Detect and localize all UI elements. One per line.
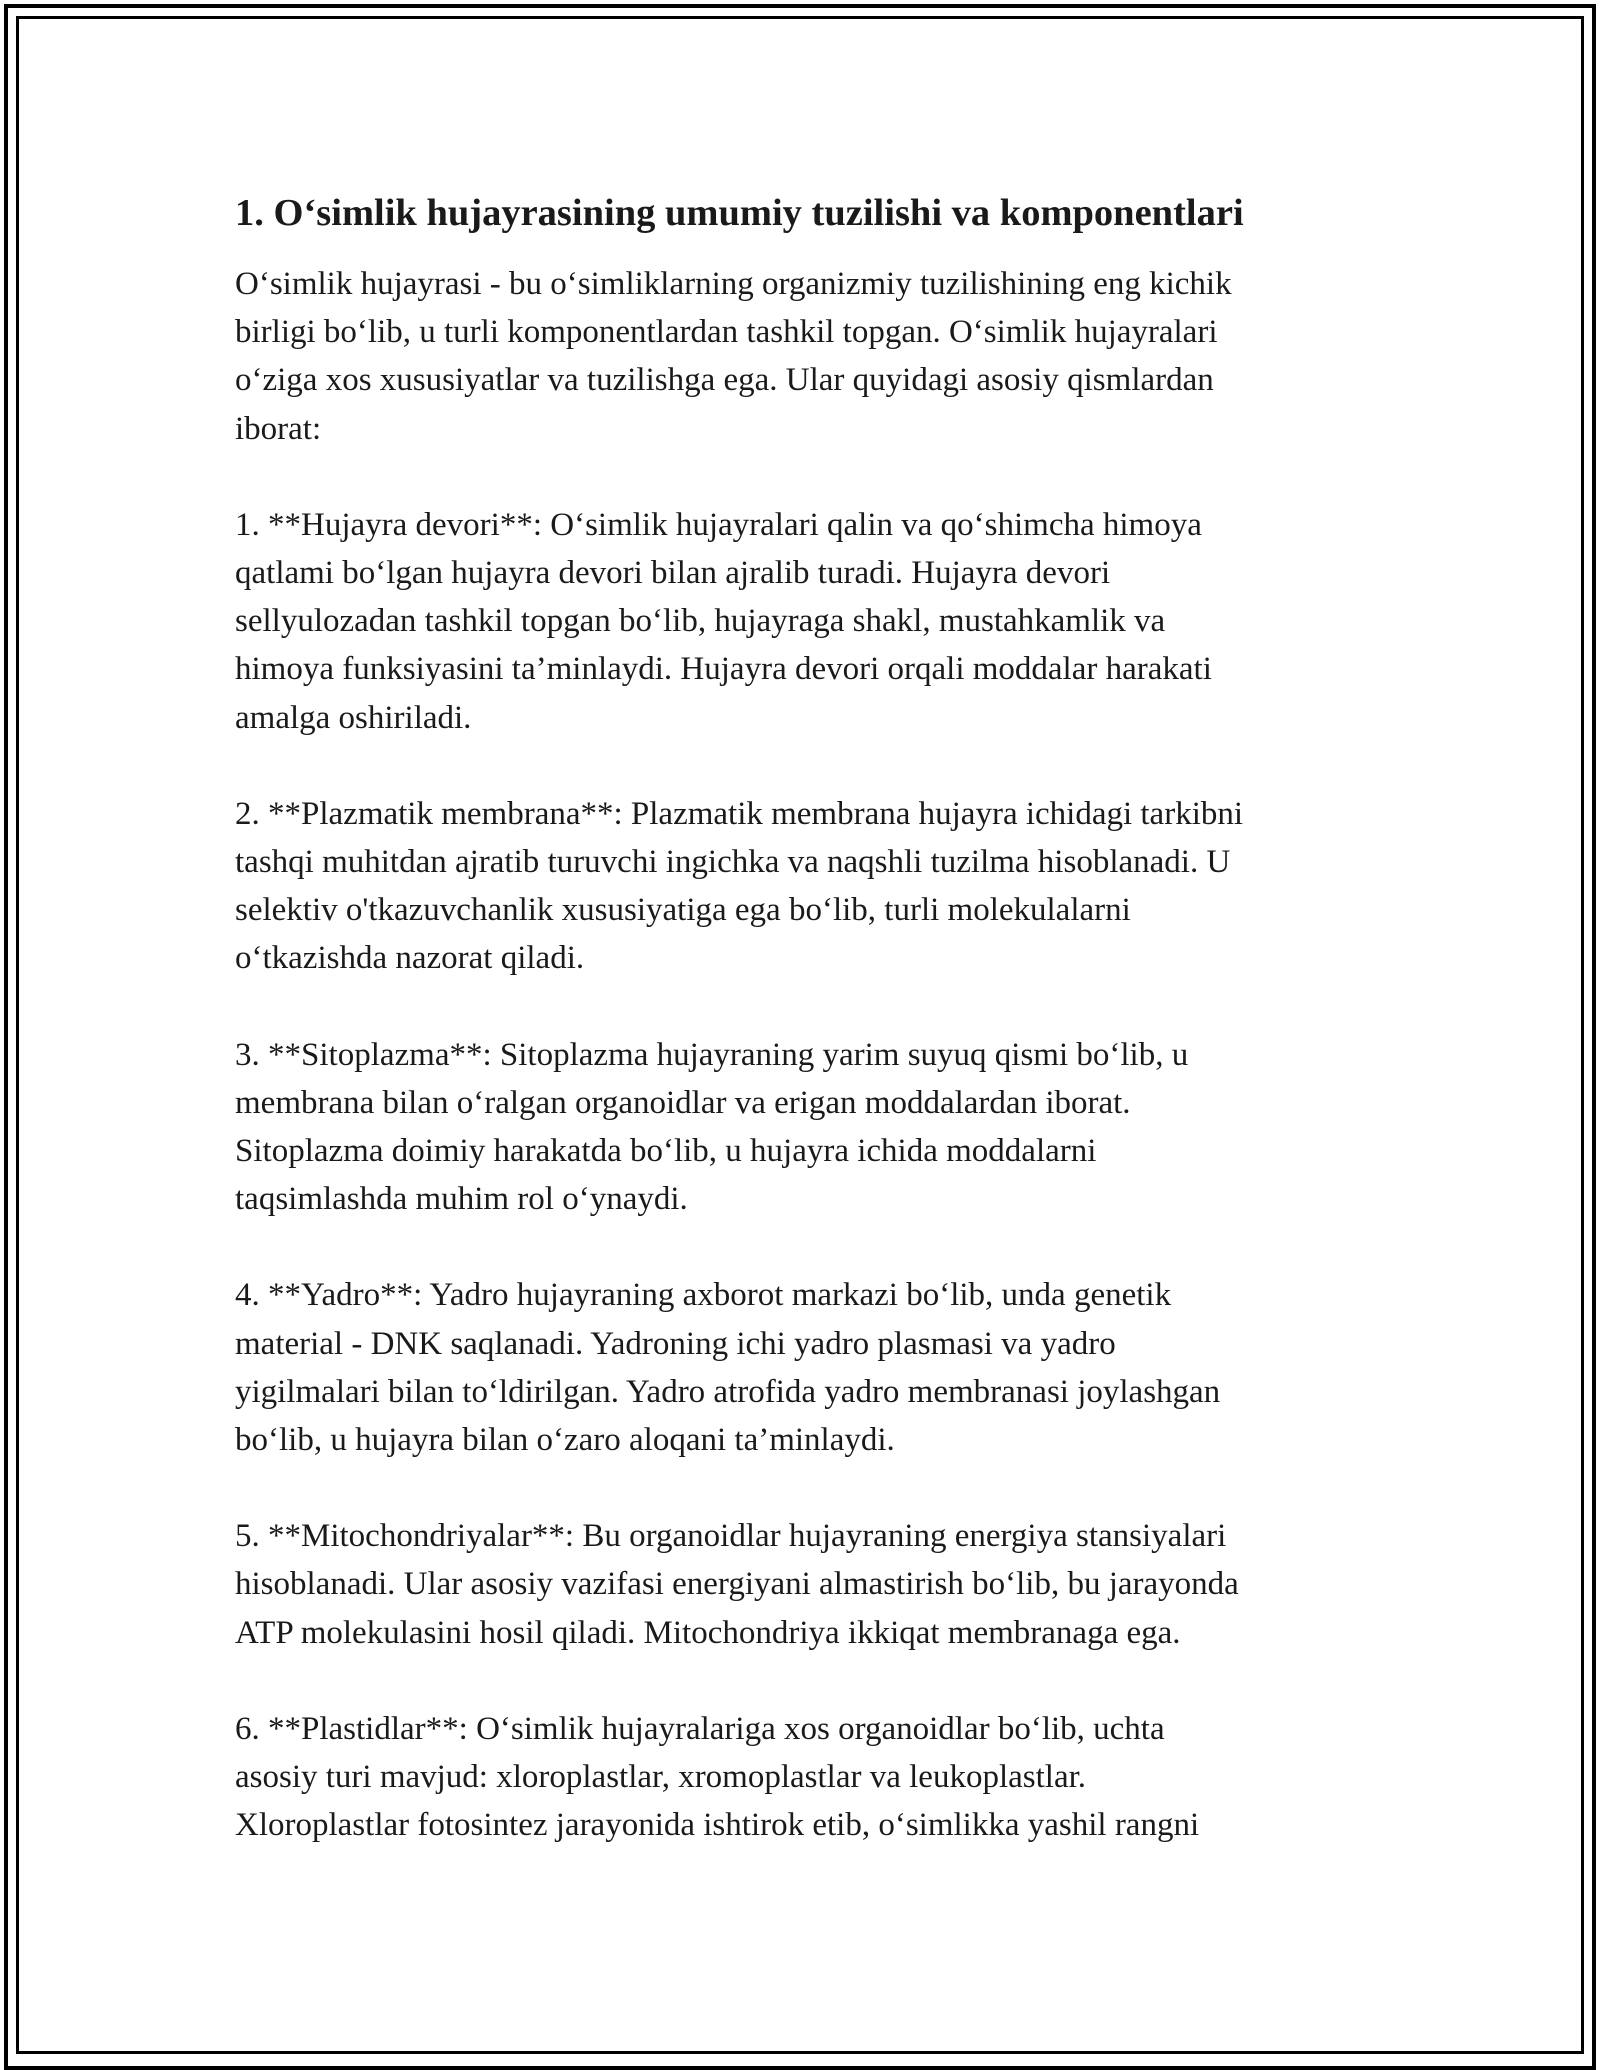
paragraph-nucleus: 4. **Yadro**: Yadro hujayraning axborot markazi bo‘lib, unda genetik material - DNK saqlanadi. Yadroning ichi yadro plasmasi va yadro yigilmalari bilan to‘ldirilgan. Yadro atrofida yadro membranasi joylashgan bo‘lib, u hujayra bilan o‘zaro aloqani ta’minlaydi. xyxy=(235,1277,1221,1459)
paragraph-cytoplasm: 3. **Sitoplazma**: Sitoplazma hujayraning yarim suyuq qismi bo‘lib, u membrana bilan o‘ralgan organoidlar va erigan moddalardan iborat. Sitoplazma doimiy harakatda bo‘lib, u hujayra ichida moddalarni taqsimlashda muhim rol o‘ynaydi. xyxy=(235,1036,1189,1218)
document-body xyxy=(235,188,1385,1897)
paragraph-cell-wall: 1. **Hujayra devori**: O‘simlik hujayralari qalin va qo‘shimcha himoya qatlami bo‘lgan hujayra devori bilan ajralib turadi. Hujayra devori sellyulozadan tashkil topgan bo‘lib, hujayraga shakl, mustahkamlik va himoya funksiyasini ta’minlaydi. Hujayra devori orqali moddalar harakati amalga oshiriladi. xyxy=(235,506,1212,736)
paragraph-plasma-membrane: 2. **Plazmatik membrana**: Plazmatik membrana hujayra ichidagi tarkibni tashqi muhitdan ajratib turuvchi ingichka va naqshli tuzilma hisoblanadi. U selektiv o'tkazuvchanlik xususiyatiga ega bo‘lib, turli molekulalarni o‘tkazishda nazorat qiladi. xyxy=(235,795,1244,977)
paragraph-mitochondria: 5. **Mitochondriyalar**: Bu organoidlar hujayraning energiya stansiyalari hisoblanadi. Ular asosiy vazifasi energiyani almastirish bo‘lib, bu jarayonda ATP molekulasini hosil qiladi. Mitochondriya ikkiqat membranaga ega. xyxy=(235,1518,1239,1651)
intro-paragraph: O‘simlik hujayrasi - bu o‘simliklarning organizmiy tuzilishining eng kichik birligi bo‘lib, u turli komponentlardan tashkil topgan. O‘simlik hujayralari o‘ziga xos xususiyatlar va tuzilishga ega. Ular quyidagi asosiy qismlardan iborat: xyxy=(235,266,1232,447)
paragraph-plastids: 6. **Plastidlar**: O‘simlik hujayralariga xos organoidlar bo‘lib, uchta asosiy turi mavjud: xloroplastlar, xromoplastlar va leukoplastlar. Xloroplastlar fotosintez jarayonida ishtirok etib, o‘simlikka yashil rangni xyxy=(235,1710,1200,1844)
section-heading: 1. O‘simlik hujayrasining umumiy tuzilishi va komponentlari xyxy=(235,192,1244,234)
